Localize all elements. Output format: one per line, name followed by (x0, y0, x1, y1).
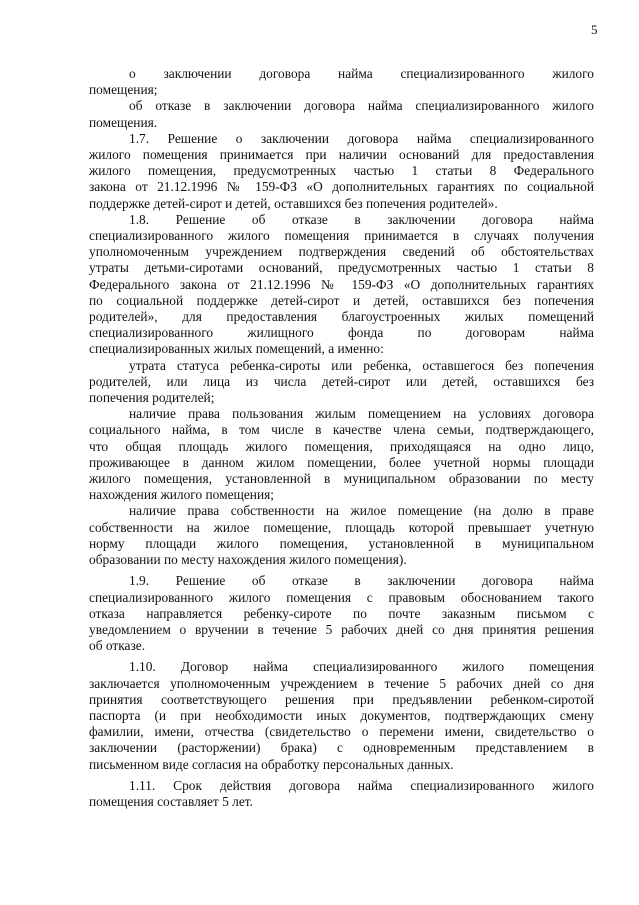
paragraph-4-line-1: 1.8. Решение об отказе в заключении договора найма (129, 211, 594, 227)
paragraph-1-line-1: о заключении договора найма специализированного жилого (129, 66, 594, 81)
paragraph-4-line-3: уполномоченным учреждением подтверждения сведений об обстоятельствах (89, 244, 594, 260)
paragraph-3-line-1: 1.7. Решение о заключении договора найма специализированного (129, 130, 594, 146)
paragraph-5-line-3: попечения родителей; (89, 390, 215, 406)
paragraph-2-line-1: об отказе в заключении договора найма специализированного жилого (129, 98, 594, 114)
paragraph-8-line-5: об отказе. (89, 638, 146, 654)
paragraph-4-line-8: специализированного жилищного фонда по договорам найма (89, 325, 594, 341)
paragraph-6-line-5: жилого помещения, установленной в муниципальном образовании по месту (89, 471, 594, 487)
paragraph-6-line-1: наличие права пользования жилым помещением на условиях договора (129, 406, 594, 422)
paragraph-9-line-2: заключается уполномоченным учреждением в течение 5 рабочих дней со дня (89, 675, 594, 691)
paragraph-9-line-6: заключении (расторжении) брака) с одновременным представлением в (89, 740, 594, 756)
paragraph-4-line-4: утраты детьми-сиротами оснований, предусмотренных частью 1 статьи 8 (89, 260, 594, 276)
paragraph-6-line-2: социального найма, в том числе в качестве члена семьи, подтверждающего, (89, 422, 594, 438)
paragraph-3-line-5: поддержке детей-сирот и детей, оставшихся без попечения родителей». (89, 195, 498, 211)
paragraph-9-line-1: 1.10. Договор найма специализированного жилого помещения (129, 659, 594, 675)
paragraph-4-line-5: Федерального закона от 21.12.1996 № 159-ФЗ «О дополнительных гарантиях (89, 276, 594, 292)
page-number: 5 (591, 22, 598, 37)
paragraph-9-line-7: письменном виде согласия на обработку персональных данных. (89, 756, 454, 772)
paragraph-4-line-6: по социальной поддержке детей-сирот и детей, оставшихся без попечения (89, 292, 594, 308)
paragraph-9-line-4: паспорта (и при необходимости иных документов, подтверждающих смену (89, 707, 594, 723)
paragraph-10-line-1: 1.11. Срок действия договора найма специализированного жилого (129, 777, 594, 793)
paragraph-1-line-2: помещения; (89, 82, 158, 98)
paragraph-5-line-2: родителей, или лица из числа детей-сирот или детей, оставшихся без (89, 373, 594, 389)
paragraph-9-line-5: фамилии, имени, отчества (свидетельство о перемени имени, свидетельство о (89, 724, 594, 740)
paragraph-6-line-3: что общая площадь жилого помещения, приходящаяся на одно лицо, (89, 438, 594, 454)
paragraph-3-line-4: закона от 21.12.1996 № 159-ФЗ «О дополнительных гарантиях по социальной (89, 179, 594, 195)
paragraph-7-line-1: наличие права собственности на жилое помещение (на долю в праве (129, 503, 594, 519)
paragraph-3-line-2: жилого помещения принимается при наличии оснований для предоставления (89, 147, 594, 163)
document-body (89, 66, 594, 810)
paragraph-9-line-3: принятия соответствующего решения при предъявлении ребенком-сиротой (89, 691, 594, 707)
paragraph-8-line-4: уведомлением о вручении в течение 5 рабочих дней со дня принятия решения (89, 621, 594, 637)
paragraph-6-line-4: проживающее в данном жилом помещении, более учетной нормы площади (89, 454, 594, 470)
paragraph-10-line-2: помещения составляет 5 лет. (89, 793, 253, 809)
paragraph-7-line-3: норму площади жилого помещения, установленной в муниципальном (89, 535, 594, 551)
paragraph-4-line-2: специализированного жилого помещения принимается в случаях получения (89, 228, 594, 244)
paragraph-2-line-2: помещения. (89, 114, 158, 130)
paragraph-3-line-3: жилого помещения, предусмотренных частью 1 статьи 8 Федерального (89, 163, 594, 179)
paragraph-8-line-1: 1.9. Решение об отказе в заключении договора найма (129, 573, 594, 589)
paragraph-4-line-9: специализированных жилых помещений, а именно: (89, 341, 384, 357)
paragraph-5-line-1: утрата статуса ребенка-сироты или ребенка, оставшегося без попечения (129, 357, 594, 373)
paragraph-8-line-3: отказа направляется ребенку-сироте по почте заказным письмом с (89, 605, 594, 621)
paragraph-7-line-2: собственности на жилое помещение, площадь которой превышает учетную (89, 519, 594, 535)
paragraph-7-line-4: образовании по месту нахождения жилого помещения). (89, 552, 407, 568)
paragraph-4-line-7: родителей», для предоставления благоустроенных жилых помещений (89, 309, 594, 325)
paragraph-6-line-6: нахождения жилого помещения; (89, 487, 274, 503)
paragraph-8-line-2: специализированного жилого помещения с правовым обоснованием такого (89, 589, 594, 605)
